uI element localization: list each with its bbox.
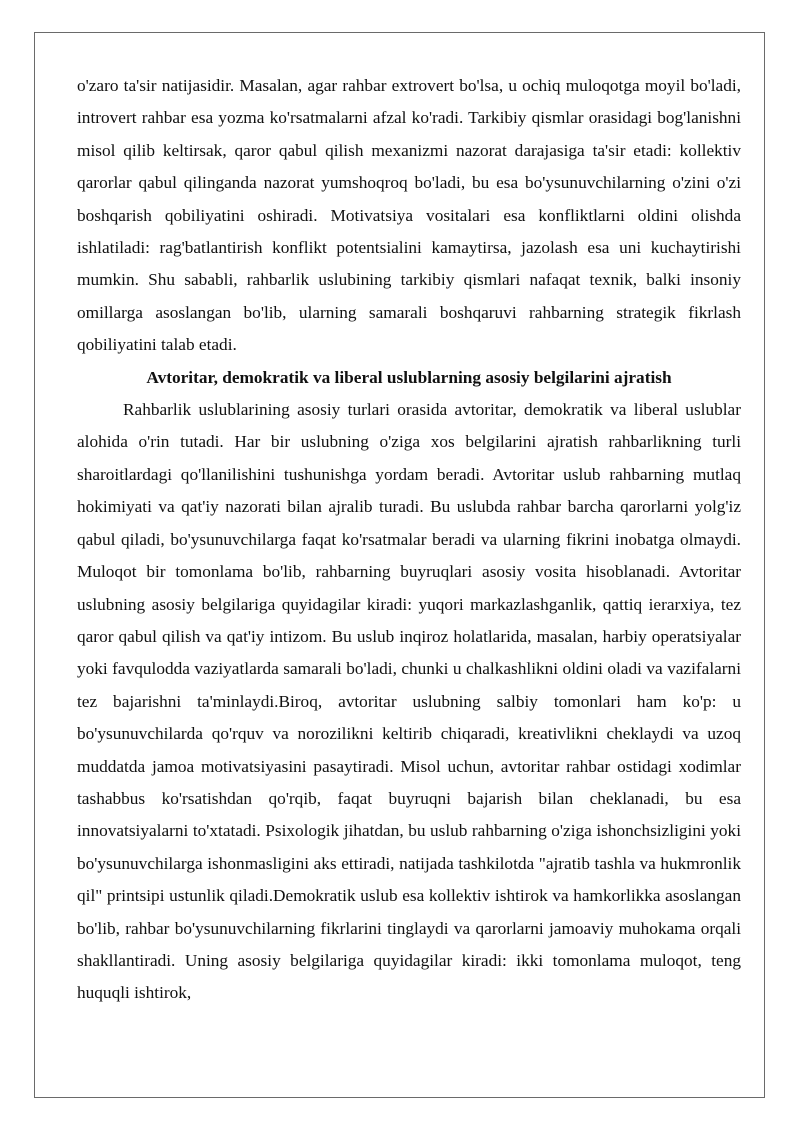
paragraph-continuation: o'zaro ta'sir natijasidir. Masalan, agar rahbar extrovert bo'lsa, u ochiq muloqotga moyil bo'ladi, introvert rahbar esa yozma ko'rsatmalarni afzal ko'radi. Tarkibiy qismlar orasidagi bog'lanishni misol qilib keltirsak, qaror qabul qilish mexanizmi nazorat darajasiga ta'sir etadi: kollektiv qarorlar qabul qilinganda nazorat yumshoqroq bo'ladi, bu esa bo'ysunuvchilarning o'zini o'zi boshqarish qobiliyatini oshiradi. Motivatsiya vositalari esa konfliktlarni oldini olishda ishlatiladi: rag'batlantirish konflikt potentsialini kamaytirsa, jazolash esa uni kuchaytirishi mumkin. Shu sababli, rahbarlik uslubining tarkibiy qismlari nafaqat texnik, balki insoniy omillarga asoslangan bo'lib, ularning samarali boshqaruvi rahbarning strategik fikrlash qobiliyatini talab etadi. <box>77 76 741 355</box>
document-body <box>77 70 741 1010</box>
section-heading: Avtoritar, demokratik va liberal uslublarning asosiy belgilarini ajratish <box>146 367 672 387</box>
paragraph-main: Rahbarlik uslublarining asosiy turlari orasida avtoritar, demokratik va liberal uslublar alohida o'rin tutadi. Har bir uslubning o'ziga xos belgilarini ajratish rahbarlikning turli sharoitlardagi qo'llanilishini tushunishga yordam beradi. Avtoritar uslub rahbarning mutlaq hokimiyati va qat'iy nazorati bilan ajralib turadi. Bu uslubda rahbar barcha qarorlarni yolg'iz qabul qiladi, bo'ysunuvchilarga faqat ko'rsatmalar beradi va ularning fikrini inobatga olmaydi. Muloqot bir tomonlama bo'lib, rahbarning buyruqlari asosiy vosita hisoblanadi. Avtoritar uslubning asosiy belgilariga quyidagilar kiradi: yuqori markazlashganlik, qattiq ierarxiya, tez qaror qabul qilish va qat'iy intizom. Bu uslub inqiroz holatlarida, masalan, harbiy operatsiyalar yoki favqulodda vaziyatlarda samarali bo'ladi, chunki u chalkashlikni oldini oladi va vazifalarni tez bajarishni ta'minlaydi.Biroq, avtoritar uslubning salbiy tomonlari ham ko'p: u bo'ysunuvchilarda qo'rquv va norozilikni keltirib chiqaradi, kreativlikni cheklaydi va uzoq muddatda jamoa motivatsiyasini pasaytiradi. Misol uchun, avtoritar rahbar ostidagi xodimlar tashabbus ko'rsatishdan qo'rqib, faqat buyruqni bajarish bilan cheklanadi, bu esa innovatsiyalarni to'xtatadi. Psixologik jihatdan, bu uslub rahbarning o'ziga ishonchsizligini yoki bo'ysunuvchilarga ishonmasligini aks ettiradi, natijada tashkilotda "ajratib tashla va hukmronlik qil" printsipi ustunlik qiladi.Demokratik uslub esa kollektiv ishtirok va hamkorlikka asoslangan bo'lib, rahbar bo'ysunuvchilarning fikrlarini tinglaydi va qarorlarni jamoaviy muhokama orqali shakllantiradi. Uning asosiy belgilariga quyidagilar kiradi: ikki tomonlama muloqot, teng huquqli ishtirok, <box>77 400 741 1003</box>
